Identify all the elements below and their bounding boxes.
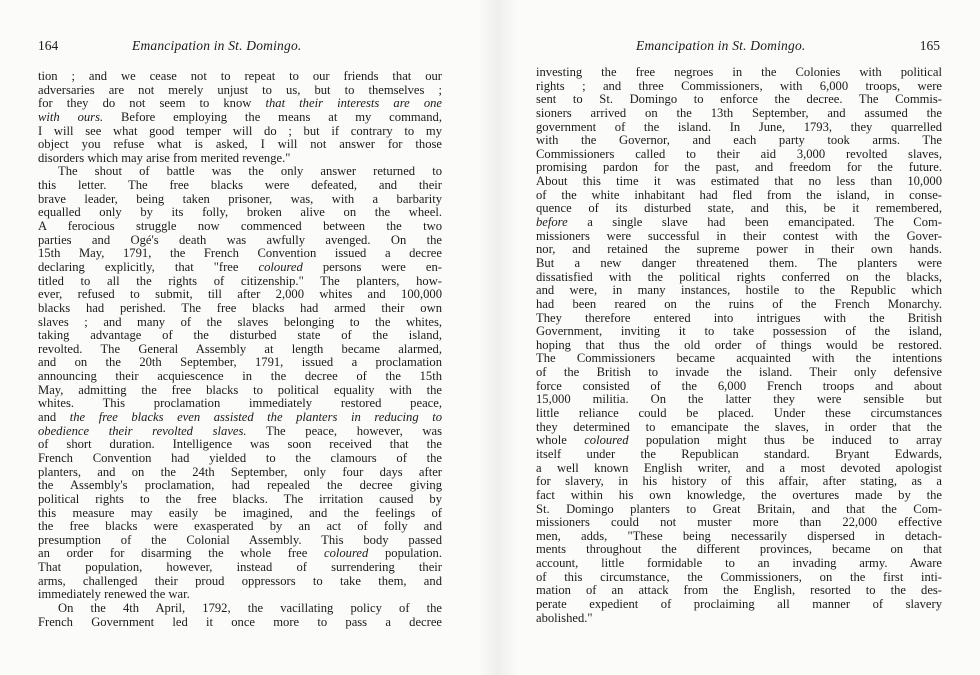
text-line: with ours. Before employing the means at my command, bbox=[38, 110, 442, 124]
left-page bbox=[38, 0, 442, 675]
text-line: On the 4th April, 1792, the vacillating policy of the bbox=[58, 601, 442, 615]
text-line: 15th May, 1791, the French Convention issued a decree bbox=[38, 247, 442, 261]
right-page-header bbox=[536, 38, 942, 58]
text-line: of the white inhabitant had fled from the island, in conse- bbox=[536, 188, 942, 202]
text-line: slaves ; and many of the slaves belonging to the whites, bbox=[38, 315, 442, 329]
left-page-text bbox=[38, 70, 442, 629]
text-line: political rights to the free blacks. The irritation caused by bbox=[38, 492, 442, 506]
text-line: fact within his own knowledge, the overtures made by the bbox=[536, 488, 942, 502]
text-line: mation of an attack from the English, resorted to the des- bbox=[536, 584, 942, 598]
text-line: and on the 20th September, 1791, issued a proclamation bbox=[38, 356, 442, 370]
text-line: this letter. The free blacks were defeated, and their bbox=[38, 179, 442, 193]
text-line: object you refuse what is asked, I will not answer for those bbox=[38, 138, 442, 152]
text-line: of the British to invade the island. Their only defensive bbox=[536, 366, 942, 380]
text-line: disorders which may arise from merited revenge." bbox=[38, 151, 291, 165]
text-line: they determined to emancipate the slaves, in order that the bbox=[536, 420, 942, 434]
text-line: French Government led it once more to pass a decree bbox=[38, 615, 442, 629]
text-line: nor, and retained the supreme power in their own hands. bbox=[536, 243, 942, 257]
text-line: a well known English writer, and a most devoted apologist bbox=[536, 461, 942, 475]
text-line: quence of its disturbed state, and this, be it remembered, bbox=[536, 202, 942, 216]
text-line: before a single slave had been emancipated. The Com- bbox=[536, 216, 942, 230]
left-page-number: 164 bbox=[38, 38, 59, 53]
text-line: for slavery, in his history of this affair, after stating, as a bbox=[536, 475, 942, 489]
text-line: They therefore entered into intrigues with the British bbox=[536, 311, 942, 325]
text-line: force consisted of the 6,000 French troops and about bbox=[536, 379, 942, 393]
text-line: French Convention had yielded to the clamours of the bbox=[38, 451, 442, 465]
text-line: little reliance could be placed. Under these circumstances bbox=[536, 407, 942, 421]
text-line: sent to St. Domingo to enforce the decree. The Commis- bbox=[536, 93, 942, 107]
text-line: tion ; and we cease not to repeat to our friends that our bbox=[38, 70, 442, 83]
right-running-head: Emancipation in St. Domingo. bbox=[636, 38, 806, 53]
text-line: abolished." bbox=[536, 611, 593, 625]
text-line: Commissioners called to their aid 3,000 revolted slaves, bbox=[536, 147, 942, 161]
text-line: The Commissioners became acquainted with the intentions bbox=[536, 352, 942, 366]
text-line: missioners could not muster more than 22,000 effective bbox=[536, 516, 942, 530]
text-line: obedience their revolted slaves. The peace, however, was bbox=[38, 424, 442, 438]
text-line: account, little formidable to an invading army. Aware bbox=[536, 557, 942, 571]
text-line: taking advantage of the disturbed state of the island, bbox=[38, 329, 442, 343]
text-line: missioners were successful in their contest with the Gover- bbox=[536, 229, 942, 243]
left-running-head: Emancipation in St. Domingo. bbox=[132, 38, 302, 53]
text-line: investing the free negroes in the Colonies with political bbox=[536, 66, 942, 79]
page-gutter bbox=[478, 0, 518, 675]
text-line: government of the island. In June, 1793, they quarrelled bbox=[536, 120, 942, 134]
text-line: the free blacks were exasperated by an act of folly and bbox=[38, 520, 442, 534]
text-line: this measure may easily be imagined, and the feelings of bbox=[38, 506, 442, 520]
text-line: immediately renewed the war. bbox=[38, 588, 190, 602]
text-line: arms, challenged their proud oppressors to take them, and bbox=[38, 574, 442, 588]
text-line: The shout of battle was the only answer returned to bbox=[58, 165, 442, 179]
text-line: ments throughout the different provinces, became on that bbox=[536, 543, 942, 557]
text-line: 15,000 militia. On the latter they were sensible but bbox=[536, 393, 942, 407]
text-line: had been reared on the ruins of the French Monarchy. bbox=[536, 297, 942, 311]
text-line: an order for disarming the whole free coloured population. bbox=[38, 547, 442, 561]
text-line: sioners arrived on the 13th September, and assumed the bbox=[536, 106, 942, 120]
text-line: and the free blacks even assisted the planters in reducing to bbox=[38, 411, 442, 425]
text-line: parties and Ogé's death was awfully avenged. On the bbox=[38, 233, 442, 247]
text-line: That population, however, instead of surrendering their bbox=[38, 561, 442, 575]
text-line: itself under the Republican standard. Bryant Edwards, bbox=[536, 447, 942, 461]
text-line: for they do not seem to know that their interests are one bbox=[38, 97, 442, 111]
text-line: the Assembly's proclamation, had repealed the decree giving bbox=[38, 479, 442, 493]
text-line: adversaries are not merely unjust to us, but to themselves ; bbox=[38, 83, 442, 97]
text-line: of this circumstance, the Commissioners, on the first inti- bbox=[536, 570, 942, 584]
text-line: announcing their acquiescence in the decree of the 15th bbox=[38, 370, 442, 384]
text-line: I will see what good temper will do ; but if contrary to my bbox=[38, 124, 442, 138]
right-page-number: 165 bbox=[919, 38, 940, 53]
text-line: planters, and on the 24th September, only four days after bbox=[38, 465, 442, 479]
text-line: rights ; and three Commissioners, with 6,000 troops, were bbox=[536, 79, 942, 93]
text-line: presumption of the Colonial Assembly. This body passed bbox=[38, 533, 442, 547]
text-line: St. Domingo planters to Great Britain, and that the Com- bbox=[536, 502, 942, 516]
text-line: May, admitting the free blacks to political equality with the bbox=[38, 383, 442, 397]
text-line: ever, refused to submit, till after 2,000 whites and 100,000 bbox=[38, 288, 442, 302]
text-line: dissatisfied with the political rights conferred on the blacks, bbox=[536, 270, 942, 284]
text-line: men, adds, "These being necessarily dispersed in detach- bbox=[536, 529, 942, 543]
left-page-header bbox=[38, 38, 442, 58]
text-line: promising pardon for the past, and freedom for the future. bbox=[536, 161, 942, 175]
text-line: brave leader, being taken prisoner, was, with a barbarity bbox=[38, 192, 442, 206]
text-line: and were, in many instances, hostile to the Republic which bbox=[536, 284, 942, 298]
text-line: revolted. The General Assembly at length became alarmed, bbox=[38, 342, 442, 356]
text-line: whole coloured population might thus be induced to array bbox=[536, 434, 942, 448]
text-line: declaring explicitly, that "free coloured persons were en- bbox=[38, 260, 442, 274]
text-line: whites. This proclamation immediately restored peace, bbox=[38, 397, 442, 411]
text-line: equalled only by its folly, broken alive on the wheel. bbox=[38, 206, 442, 220]
text-line: Government, inviting it to take possession of the island, bbox=[536, 325, 942, 339]
text-line: of short duration. Intelligence was soon received that the bbox=[38, 438, 442, 452]
text-line: hoping that thus the old order of things would be restored. bbox=[536, 338, 942, 352]
text-line: with the Governor, and each party took arms. The bbox=[536, 134, 942, 148]
text-line: But a new danger threatened them. The planters were bbox=[536, 256, 942, 270]
text-line: About this time it was estimated that no less than 10,000 bbox=[536, 175, 942, 189]
right-page bbox=[536, 0, 942, 675]
right-page-text bbox=[536, 66, 942, 625]
text-line: titled to all the rights of citizenship." The planters, how- bbox=[38, 274, 442, 288]
text-line: A ferocious struggle now commenced between the two bbox=[38, 220, 442, 234]
text-line: perate expedient of proclaiming all manner of slavery bbox=[536, 597, 942, 611]
text-line: blacks had perished. The free blacks had armed their own bbox=[38, 301, 442, 315]
